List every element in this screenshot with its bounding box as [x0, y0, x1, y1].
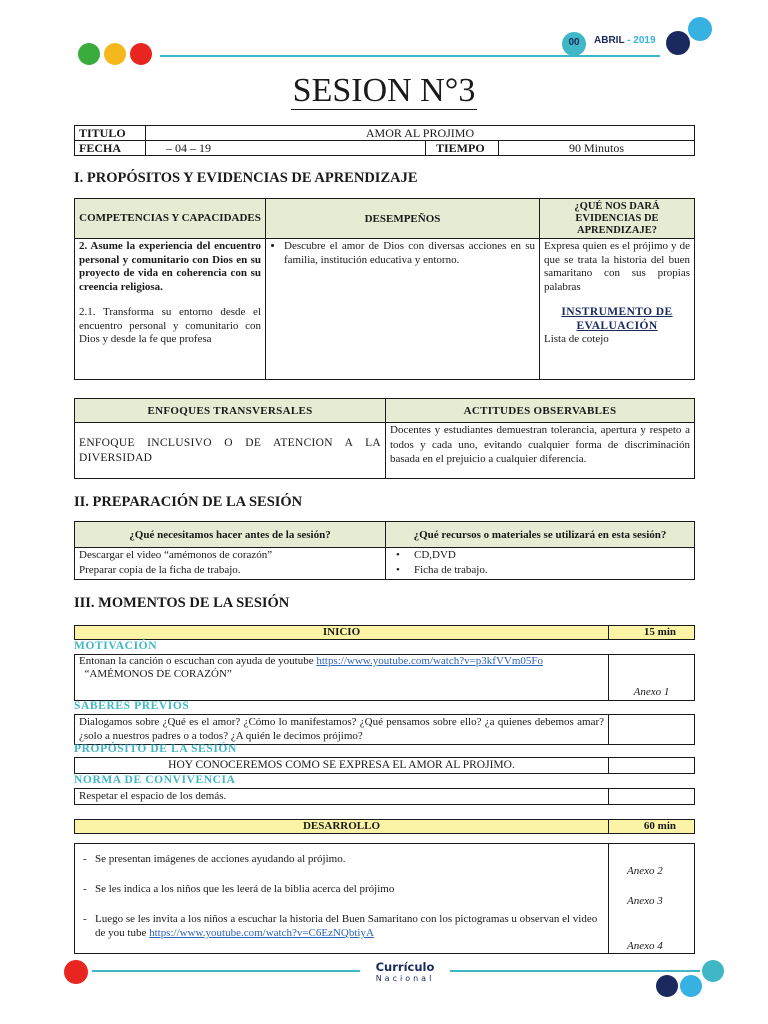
footer-line-left	[92, 970, 360, 972]
footer-red-dot	[64, 960, 88, 984]
enfoques-table	[74, 398, 695, 479]
fecha-value: – 04 – 19	[146, 141, 426, 156]
desarrollo-list	[79, 852, 604, 940]
desarrollo-bar	[74, 819, 695, 834]
proposito-label: PROPÓSITO DE LA SESIÓN	[74, 743, 237, 755]
instrumento-header: INSTRUMENTO DE EVALUACIÓN	[561, 306, 673, 332]
inicio-label: INICIO	[75, 626, 609, 640]
header-yellow-dot	[104, 43, 126, 65]
actitud-text: Docentes y estudiantes demuestran tolerancia, apertura y respeto a todos y cada uno, evitando cualquier forma de discriminación basada en el prejuicio a cualquier diferencia.	[386, 423, 695, 479]
desempeno-item: • Descubre el amor de Dios con diversas acciones en su familia, institución educativa y entorno.	[284, 240, 535, 267]
proposito-table	[74, 757, 695, 774]
saberes-table	[74, 714, 695, 745]
anexo2-label: Anexo 2	[627, 865, 663, 877]
motivacion-cell	[75, 655, 609, 701]
anexo4-label: Anexo 4	[627, 940, 663, 952]
purposes-table	[74, 198, 695, 380]
recursos-cell	[386, 548, 695, 580]
desarrollo-item: - Se les indica a los niños que les leerá de la biblia acerca del prójimo	[79, 882, 604, 896]
motivacion-song: “AMÉMONOS DE CORAZÓN”	[84, 668, 232, 680]
anexo3-label: Anexo 3	[627, 895, 663, 907]
evidencia-text: Expresa quien es el prójimo y de que se trata la historia del buen samaritano con sus propias palabras	[544, 240, 690, 293]
header-date	[594, 35, 656, 46]
instrumento-text: Lista de cotejo	[544, 333, 609, 345]
footer-navy-dot	[656, 975, 678, 997]
inicio-bar	[74, 625, 695, 640]
norma-label: NORMA DE CONVIVENCIA	[74, 774, 236, 786]
competencias-cell	[75, 239, 266, 380]
proposito-empty	[609, 758, 695, 774]
motivacion-link[interactable]: https://www.youtube.com/watch?v=p3kfVVm05Fo	[316, 655, 544, 667]
section3-heading: III. MOMENTOS DE LA SESIÓN	[74, 595, 290, 611]
desarrollo-anexo-cell	[609, 844, 695, 954]
recurso-item: • Ficha de trabajo.	[396, 563, 488, 576]
header-line	[160, 55, 660, 57]
motivacion-label: MOTIVACIÓN	[74, 640, 158, 652]
antes-item: Preparar copia de la ficha de trabajo.	[79, 563, 241, 576]
desarrollo-label: DESARROLLO	[75, 820, 609, 834]
footer-brand-title: Currículo	[375, 960, 435, 974]
norma-table	[74, 788, 695, 805]
section2-heading: II. PREPARACIÓN DE LA SESIÓN	[74, 494, 303, 510]
antes-item: Descargar el video “amémonos de corazón”	[79, 549, 273, 561]
evidencias-cell	[540, 239, 695, 380]
footer-brand	[366, 961, 444, 984]
motivacion-table	[74, 654, 695, 701]
saberes-empty	[609, 715, 695, 745]
recurso-item: • CD,DVD	[396, 549, 456, 561]
enfoque-text: ENFOQUE INCLUSIVO O DE ATENCION A LA DIVERSIDAD	[75, 423, 386, 479]
capacidad-text: 2.1. Transforma su entorno desde el encuentro personal y comunitario con Dios y desde la fe que profesa	[79, 306, 261, 345]
motivacion-anexo-cell	[609, 655, 695, 701]
header-sky-dot	[688, 17, 712, 41]
evidencias-header: ¿QUÉ NOS DARÁ EVIDENCIAS DE APRENDIZAJE?	[540, 199, 695, 239]
antes-cell	[75, 548, 386, 580]
competencias-header: COMPETENCIAS Y CAPACIDADES	[75, 199, 266, 239]
titulo-value: AMOR AL PROJIMO	[146, 126, 695, 141]
saberes-label: SABERES PREVIOS	[74, 700, 190, 712]
titulo-label: TITULO	[75, 126, 146, 141]
desarrollo-link[interactable]: https://www.youtube.com/watch?v=C6EzNQbtiyA	[149, 927, 374, 939]
fecha-label: FECHA	[75, 141, 146, 156]
footer-teal-dot	[702, 960, 724, 982]
desarrollo-time: 60 min	[609, 820, 695, 834]
header-navy-dot	[666, 31, 690, 55]
header-year: 2019	[633, 35, 656, 46]
saberes-text: Dialogamos sobre ¿Qué es el amor? ¿Cómo lo manifestamos? ¿Qué pensamos sobre ello? ¿a quienes debemos amar? ¿solo a nuestros padres o a todos? ¿A quién le decimos prójimo?	[75, 715, 609, 745]
actitudes-header: ACTITUDES OBSERVABLES	[386, 399, 695, 423]
competencia-text: 2. Asume la experiencia del encuentro personal y comunitario con Dios en su proyecto de vida en coherencia con su creencia religiosa.	[79, 240, 261, 293]
preparation-table	[74, 521, 695, 580]
antes-header: ¿Qué necesitamos hacer antes de la sesión?	[75, 522, 386, 548]
footer-sky-dot	[680, 975, 702, 997]
recursos-header: ¿Qué recursos o materiales se utilizará en esta sesión?	[386, 522, 695, 548]
header-month: ABRIL	[594, 35, 625, 46]
footer-line-right	[450, 970, 700, 972]
tiempo-value: 90 Minutos	[499, 141, 695, 156]
desempenos-header: DESEMPEÑOS	[266, 199, 540, 239]
desarrollo-item: - Se presentan imágenes de acciones ayudando al prójimo.	[79, 852, 604, 866]
anexo1-label: Anexo 1	[633, 686, 670, 698]
desarrollo-table	[74, 843, 695, 954]
page-title: SESION N°3	[292, 72, 476, 109]
proposito-text: HOY CONOCEREMOS COMO SE EXPRESA EL AMOR AL PROJIMO.	[75, 758, 609, 774]
desarrollo-item: - Luego se les invita a los niños a escuchar la historia del Buen Samaritano con los pictogramas u observan el video de you tube https://www.youtube.com/watch?v=C6EzNQbtiyA	[79, 912, 604, 940]
desempenos-cell	[266, 239, 540, 380]
tiempo-label: TIEMPO	[426, 141, 499, 156]
header-badge-number: 00	[568, 37, 580, 48]
header-green-dot	[130, 43, 152, 65]
footer-brand-subtitle: Nacional	[375, 974, 435, 983]
info-table	[74, 125, 695, 156]
norma-text: Respetar el espacio de los demás.	[75, 789, 609, 805]
enfoques-header: ENFOQUES TRANSVERSALES	[75, 399, 386, 423]
inicio-time: 15 min	[609, 626, 695, 640]
norma-empty	[609, 789, 695, 805]
header-separator: -	[627, 35, 631, 46]
header-red-dot	[78, 43, 100, 65]
motivacion-text: Entonan la canción o escuchan con ayuda de youtube	[79, 655, 314, 667]
desarrollo-cell	[75, 844, 609, 954]
section1-heading: I. PROPÓSITOS Y EVIDENCIAS DE APRENDIZAJE	[74, 170, 418, 186]
